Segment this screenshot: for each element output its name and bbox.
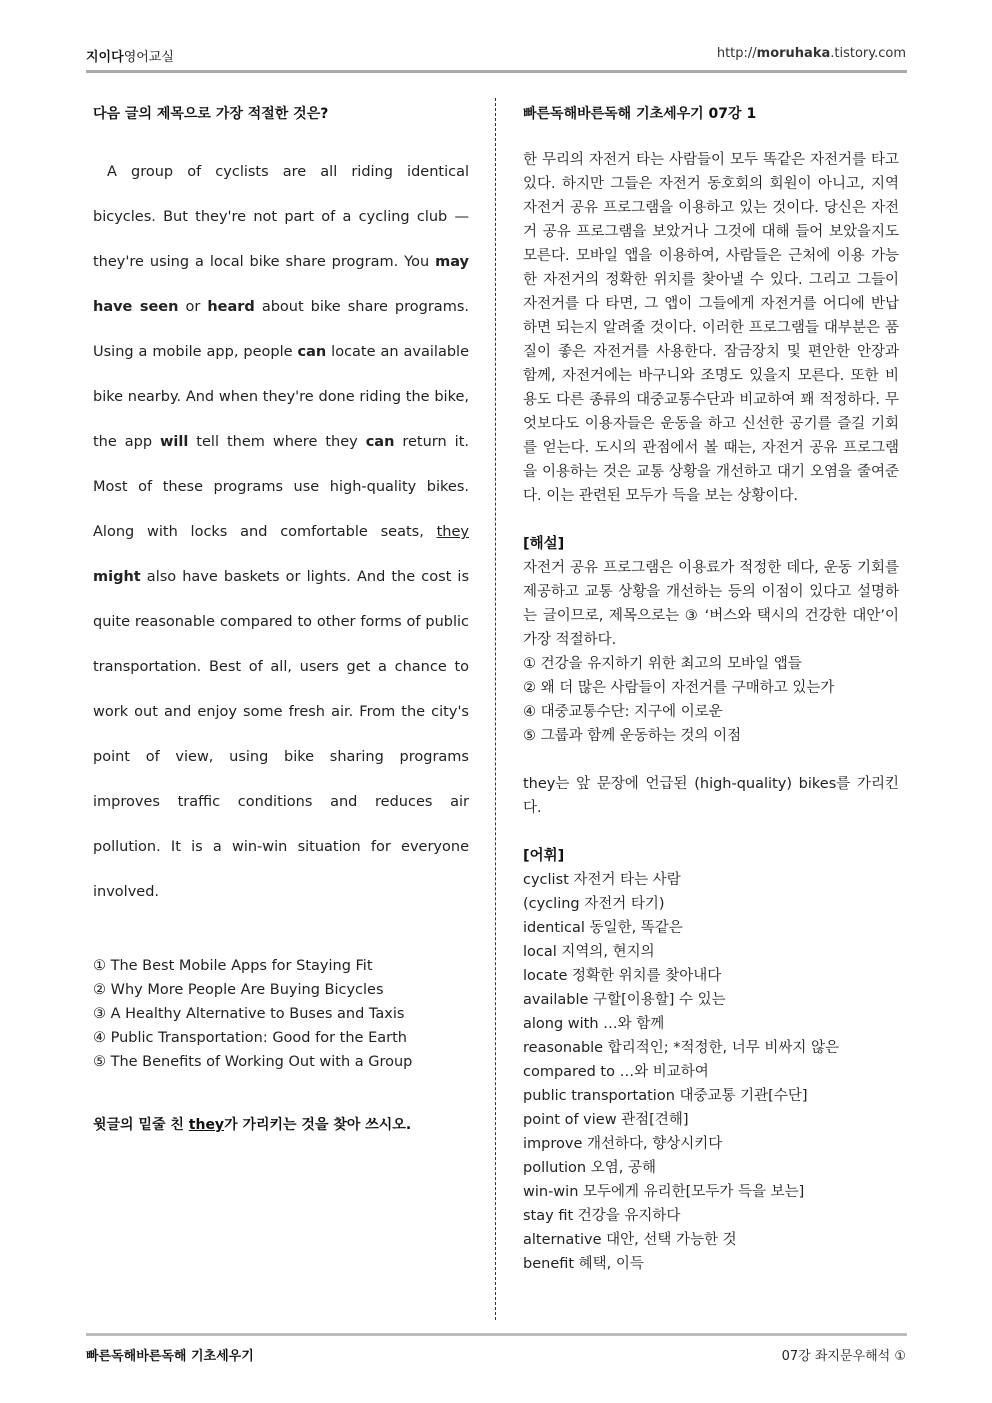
passage-bold: might <box>93 569 141 585</box>
passage-text: also have baskets or lights. And the cost is quite reasonable compared to other forms of public transportation. Best of all, users get a chance to work out and enjoy some fresh air. From the city's point of view, using bike sharing programs improves traffic conditions and reduces air pollution. It is a win-win situation for everyone involved. <box>93 569 469 900</box>
url-bold: moruhaka <box>756 46 831 61</box>
vocab-item: alternative 대안, 선택 가능한 것 <box>523 1232 737 1248</box>
vocab-item: reasonable 합리적인; *적정한, 너무 비싸지 않은 <box>523 1040 839 1056</box>
url-suffix: .tistory.com <box>830 46 906 61</box>
they-note: they는 앞 문장에 언급된 (high-quality) bikes를 가리킨다. <box>523 776 899 816</box>
vocab-item: local 지역의, 현지의 <box>523 944 655 960</box>
brand-rest: 영어교실 <box>123 50 174 65</box>
choice-1[interactable]: ① The Best Mobile Apps for Staying Fit <box>93 958 373 974</box>
passage-bold: will <box>160 434 189 450</box>
passage-text: or <box>178 299 208 315</box>
answer-column <box>523 102 899 1276</box>
q2-text: 윗글의 밑줄 친 <box>93 1117 189 1133</box>
vocab-item: point of view 관점[견해] <box>523 1112 689 1128</box>
vocab-item: locate 정확한 위치를 찾아내다 <box>523 968 722 984</box>
header-rule <box>86 70 907 73</box>
vocab-item: win-win 모두에게 유리한[모두가 득을 보는] <box>523 1184 805 1200</box>
wrong-choice-2: ② 왜 더 많은 사람들이 자전거를 구매하고 있는가 <box>523 680 835 696</box>
wrong-choice-translations <box>523 652 899 748</box>
vocab-item: identical 동일한, 똑같은 <box>523 920 683 936</box>
vocab-item: benefit 혜택, 이득 <box>523 1256 644 1272</box>
wrong-choice-4: ④ 대중교통수단: 지구에 이로운 <box>523 704 723 720</box>
wrong-choice-5: ⑤ 그룹과 함께 운동하는 것의 이점 <box>523 728 742 744</box>
question-title: 다음 글의 제목으로 가장 적절한 것은? <box>93 106 329 122</box>
passage-underlined-they: they <box>436 524 469 540</box>
vocab-item: cyclist 자전거 타는 사람 <box>523 872 681 888</box>
q2-underlined: they <box>188 1117 225 1133</box>
vocab-item: improve 개선하다, 향상시키다 <box>523 1136 723 1152</box>
question-2 <box>93 1114 469 1134</box>
wrong-choice-1: ① 건강을 유지하기 위한 최고의 모바일 앱들 <box>523 656 802 672</box>
translation: 한 무리의 자전거 타는 사람들이 모두 똑같은 자전거를 타고 있다. 하지만 그들은 자전거 동호회의 회원이 아니고, 지역 자전거 공유 프로그램을 이용하고 있는 것이다. 당신은 자전거 공유 프로그램을 보았거나 그것에 대해 들어 보았을지도 모른다. 모바일 앱을 이용하여, 사람들은 근처에 이용 가능한 자전거의 정확한 위치를 찾아낼 수 있다. 그리고 그들이 자전거를 다 타면, 그 앱이 그들에게 자전거를 어디에 반납하면 되는지 알려줄 것이다. 이러한 프로그램들 대부분은 품질이 좋은 자전거를 사용한다. 잠금장치 및 편안한 안장과 함께, 자전거에는 바구니와 조명도 있을지 모른다. 또한 비용도 다른 종류의 대중교통수단과 비교하여 꽤 적정하다. 무엇보다도 이용자들은 운동을 하고 신선한 공기를 즐길 기회를 얻는다. 도시의 관점에서 볼 때는, 자전거 공유 프로그램을 이용하는 것은 교통 상황을 개선하고 대기 오염을 줄여준다. 이는 관련된 모두가 득을 보는 상황이다. <box>523 152 899 504</box>
passage-text: about bike share programs. Using a mobile app, people <box>93 299 469 360</box>
explanation-text: 자전거 공유 프로그램은 이용료가 적정한 데다, 운동 기회를 제공하고 교통 상황을 개선하는 등의 이점이 있다고 설명하는 글이므로, 제목으로는 ③ ‘버스와 택시의 건강한 대안’이 가장 적절하다. <box>523 560 899 648</box>
passage-bold: can <box>297 344 327 360</box>
vocab-item: public transportation 대중교통 기관[수단] <box>523 1088 808 1104</box>
footer-rule <box>86 1333 907 1336</box>
passage-bold: may have seen <box>93 254 469 315</box>
vocab-item: pollution 오염, 공해 <box>523 1160 656 1176</box>
choice-5[interactable]: ⑤ The Benefits of Working Out with a Group <box>93 1054 413 1070</box>
spacer <box>523 748 899 772</box>
choice-4[interactable]: ④ Public Transportation: Good for the Earth <box>93 1030 407 1046</box>
passage-text: tell them where they <box>188 434 366 450</box>
passage-bold: can <box>365 434 395 450</box>
vocab-item: compared to …와 비교하여 <box>523 1064 709 1080</box>
passage-bold: heard <box>207 299 255 315</box>
reading-passage <box>93 150 469 915</box>
footer-page-label: 07강 좌지문우해석 ① <box>781 1349 906 1364</box>
header-brand <box>86 46 174 65</box>
q2-text: 가 가리키는 것을 찾아 쓰시오. <box>224 1117 412 1133</box>
column-divider <box>495 98 496 1320</box>
footer-book-title: 빠른독해바른독해 기초세우기 <box>86 1349 254 1364</box>
vocab-item: available 구할[이용할] 수 있는 <box>523 992 726 1008</box>
vocab-heading: [어휘] <box>523 848 565 864</box>
explanation-heading: [해설] <box>523 536 565 552</box>
lesson-title: 빠른독해바른독해 기초세우기 07강 1 <box>523 106 757 122</box>
url-prefix: http:// <box>716 46 757 61</box>
choice-3[interactable]: ③ A Healthy Alternative to Buses and Taxis <box>93 1006 405 1022</box>
passage-text: A group of cyclists are all riding identical bicycles. But they're not part of a cycling club — they're using a local bike share program. You <box>93 164 469 270</box>
vocab-list <box>523 868 899 1276</box>
passage-text: locate an available bike nearby. And when they're done riding the bike, the app <box>93 344 469 450</box>
brand-bold: 지이다 <box>86 50 124 65</box>
vocab-item: along with …와 함께 <box>523 1016 665 1032</box>
passage-text: return it. Most of these programs use high-quality bikes. Along with locks and comfortable seats, <box>93 434 469 540</box>
vocab-item: stay fit 건강을 유지하다 <box>523 1208 681 1224</box>
question-column <box>93 102 469 1148</box>
vocab-item: (cycling 자전거 타기) <box>523 896 665 912</box>
answer-choices <box>93 954 469 1074</box>
choice-2[interactable]: ② Why More People Are Buying Bicycles <box>93 982 384 998</box>
header-url[interactable] <box>717 46 906 61</box>
